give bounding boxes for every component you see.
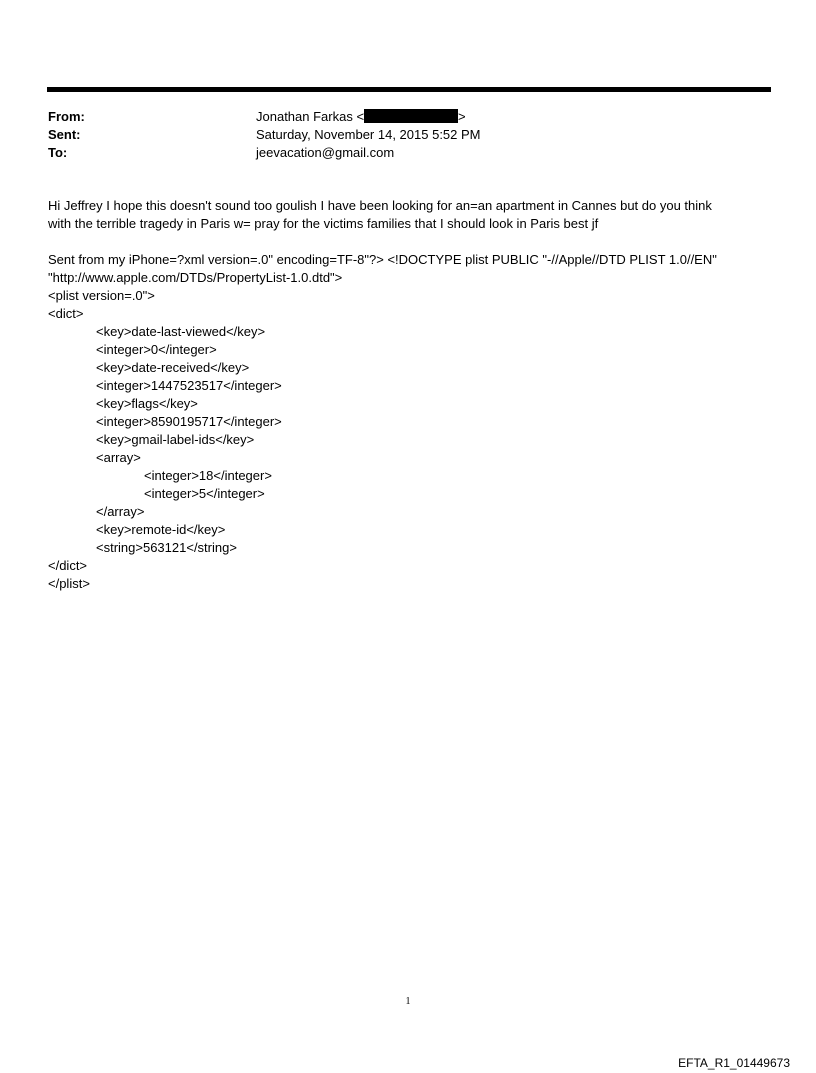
plist-line: <key>gmail-label-ids</key> bbox=[96, 432, 255, 447]
plist-line: <key>remote-id</key> bbox=[96, 522, 226, 537]
plist-line: <integer>0</integer> bbox=[96, 342, 217, 357]
plist-line: <array> bbox=[96, 450, 141, 465]
plist-line: </dict> bbox=[48, 558, 88, 573]
plist-line: Sent from my iPhone=?xml version=.0" encoding=TF-8"?> <!DOCTYPE plist PUBLIC "-//Apple//DTD PLIST 1.0//EN" bbox=[48, 252, 717, 267]
plist-line: <key>date-last-viewed</key> bbox=[96, 324, 266, 339]
from-row bbox=[48, 108, 748, 126]
top-rule bbox=[47, 87, 771, 92]
plist-line: "http://www.apple.com/DTDs/PropertyList-1.0.dtd"> bbox=[48, 270, 343, 285]
to-label: To: bbox=[48, 145, 68, 160]
plist-line: <integer>1447523517</integer> bbox=[96, 378, 282, 393]
plist-line: <key>flags</key> bbox=[96, 396, 198, 411]
redaction-block bbox=[364, 109, 458, 123]
plist-line: <integer>8590195717</integer> bbox=[96, 414, 282, 429]
sent-value: Saturday, November 14, 2015 5:52 PM bbox=[256, 127, 481, 142]
to-row bbox=[48, 144, 748, 162]
plist-line: <string>563121</string> bbox=[96, 540, 237, 555]
from-label: From: bbox=[48, 109, 85, 124]
plist-line: </plist> bbox=[48, 576, 90, 591]
email-header bbox=[48, 108, 748, 162]
message-line: Hi Jeffrey I hope this doesn't sound too goulish I have been looking for an=an apartment in Cannes but do you think bbox=[48, 198, 712, 213]
sent-label: Sent: bbox=[48, 127, 81, 142]
sent-row bbox=[48, 126, 748, 144]
from-value bbox=[256, 108, 466, 126]
to-value: jeevacation@gmail.com bbox=[256, 145, 395, 160]
plist-line: <plist version=.0"> bbox=[48, 288, 155, 303]
from-close: > bbox=[458, 109, 466, 124]
email-body bbox=[48, 197, 768, 593]
plist-line: <integer>5</integer> bbox=[144, 486, 265, 501]
plist-line: </array> bbox=[96, 504, 145, 519]
document-id: EFTA_R1_01449673 bbox=[678, 1056, 790, 1070]
from-name: Jonathan Farkas < bbox=[256, 109, 365, 124]
plist-line: <dict> bbox=[48, 306, 84, 321]
page-number: 1 bbox=[405, 996, 411, 1007]
plist-line: <integer>18</integer> bbox=[144, 468, 272, 483]
plist-line: <key>date-received</key> bbox=[96, 360, 250, 375]
message-line: with the terrible tragedy in Paris w= pray for the victims families that I should look in Paris best jf bbox=[48, 216, 599, 231]
